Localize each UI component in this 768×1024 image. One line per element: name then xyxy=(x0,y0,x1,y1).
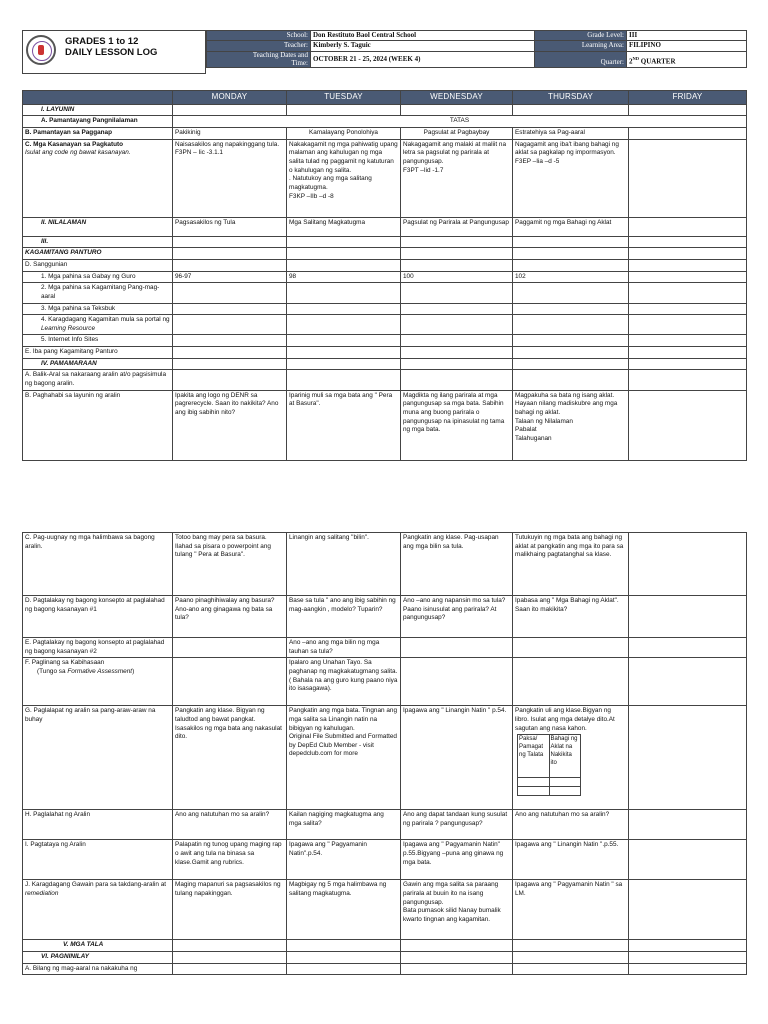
pg-monday: Pakikinig xyxy=(173,128,287,140)
g-thursday xyxy=(513,706,629,810)
g-inner-blank-4 xyxy=(549,787,581,796)
f-monday xyxy=(173,658,287,706)
row-kagamitang xyxy=(23,248,747,260)
title-line-2: DAILY LESSON LOG xyxy=(65,47,158,59)
row-kagamitang-mag xyxy=(23,283,747,303)
label-karagdagang xyxy=(23,315,173,335)
row-c xyxy=(23,533,747,596)
tatas-value: TATAS xyxy=(173,116,747,128)
day-thursday: THURSDAY xyxy=(513,91,629,105)
row-sanggunian xyxy=(23,260,747,272)
lesson-table-1 xyxy=(22,90,747,461)
c-monday: Totoo bang may pera sa basura. Ilahad sa pisara o powerpoint ang tulang " Pera at Basura". xyxy=(173,533,287,596)
label-c: C. Pag-uugnay ng mga halimbawa sa bagong aralin. xyxy=(23,533,173,596)
row-gabay xyxy=(23,271,747,283)
label-tala: V. MGA TALA xyxy=(23,940,173,952)
row-bilang xyxy=(23,963,747,975)
i-thursday: Ipagawa ang " Linangin Natin ".p.55. xyxy=(513,840,629,880)
label-g: G. Paglalapat ng aralin sa pang-araw-araw na buhay xyxy=(23,706,173,810)
dates-value: OCTOBER 21 - 25, 2024 (WEEK 4) xyxy=(311,51,535,67)
label-d: D. Pagtalakay ng bagong konsepto at paglalahad ng bagong kasanayan #1 xyxy=(23,596,173,638)
e-tuesday: Ano –ano ang mga bilin ng mga tauhan sa tula? xyxy=(287,638,401,658)
gabay-wednesday: 100 xyxy=(401,271,513,283)
row-pagninilay xyxy=(23,951,747,963)
day-tuesday: TUESDAY xyxy=(287,91,401,105)
label-kasanayan-2: Isulat ang code ng bawat kasanayan. xyxy=(25,149,131,157)
h-friday xyxy=(629,810,747,840)
label-bilang: A. Bilang ng mag-aaral na nakakuha ng xyxy=(23,963,173,975)
j-wednesday: Gawin ang mga salita sa paraang parirala at buuin ito na isang pangungusap. Bata pumasok silid Nanay bumalik kwarto tingnan ang kagamitan. xyxy=(401,880,513,940)
pg-wednesday: Pagsulat at Pagbaybay xyxy=(401,128,513,140)
d-friday xyxy=(629,596,747,638)
pg-friday xyxy=(629,128,747,140)
pg-tuesday: Kamalayang Ponolohiya xyxy=(287,128,401,140)
h-thursday: Ano ang natutuhan mo sa aralin? xyxy=(513,810,629,840)
j-monday: Maging mapanuri sa pagsasakilos ng tulang napakinggan. xyxy=(173,880,287,940)
g-tuesday: Pangkatin ang mga bata. Tingnan ang mga salita sa Linangin natin na bibigyan ng kahulugan. Original File Submitted and Formatted by DepEd Club Member - visit depedclub.com for more xyxy=(287,706,401,810)
j-friday xyxy=(629,880,747,940)
row-nilalaman xyxy=(23,217,747,236)
label-i: I. Pagtataya ng Aralin xyxy=(23,840,173,880)
pag-tuesday: Iparinig muli sa mga bata ang " Pera at Basura". xyxy=(287,390,401,460)
day-monday: MONDAY xyxy=(173,91,287,105)
title-line-1: GRADES 1 to 12 xyxy=(65,36,139,47)
row-balik xyxy=(23,370,747,390)
label-f-4: ) xyxy=(132,667,135,675)
teacher-value: Kimberly S. Taguic xyxy=(311,41,535,51)
i-tuesday: Ipagawa ang " Pagyamanin Natin".p.54. xyxy=(287,840,401,880)
quarter-value xyxy=(627,51,747,67)
h-tuesday: Kailan nagiging magkatugma ang mga salita? xyxy=(287,810,401,840)
f-wednesday xyxy=(401,658,513,706)
e-thursday xyxy=(513,638,629,658)
row-j xyxy=(23,880,747,940)
day-header-row xyxy=(23,91,747,105)
g-friday xyxy=(629,706,747,810)
row-layunin xyxy=(23,104,747,116)
lesson-table-part-2 xyxy=(22,532,746,975)
kas-friday xyxy=(629,139,747,217)
label-f-1: F. Paglinang sa Kabihasaan xyxy=(25,659,105,667)
g-inner-blank-3 xyxy=(518,787,550,796)
label-paghahabi: B. Paghahabi sa layunin ng aralin xyxy=(23,390,173,460)
label-balik: A. Balik-Aral sa nakaraang aralin at/o pagsisimula ng bagong aralin. xyxy=(23,370,173,390)
deped-seal-icon xyxy=(26,35,56,65)
row-pamantayan-pagganap xyxy=(23,128,747,140)
day-wednesday: WEDNESDAY xyxy=(401,91,513,105)
info-table xyxy=(206,30,747,68)
i-friday xyxy=(629,840,747,880)
g-inner-blank-1 xyxy=(518,778,550,787)
g-inner-col1: Paksa/ Pamagat ng Talata xyxy=(518,735,550,778)
h-wednesday: Ano ang dapat tandaan kung susulat ng parirala ? pangungusap? xyxy=(401,810,513,840)
label-f-2: (Tungo sa xyxy=(37,667,68,675)
row-karagdagang xyxy=(23,315,747,335)
lesson-table-part-1 xyxy=(22,90,746,461)
row-h xyxy=(23,810,747,840)
label-j-1: J. Karagdagang Gawain para sa takdang-aralin at xyxy=(25,881,167,889)
kas-monday: Naisasakilos ang napakinggang tula. F3PN – Iic -3.1.1 xyxy=(173,139,287,217)
g-monday: Pangkatin ang klase. Bigyan ng taludtod ang bawat pangkat. Isasakilos ng mga bata ang nakasulat dito. xyxy=(173,706,287,810)
pag-monday: Ipakita ang logo ng DENR sa pagrerecycle. Saan ito nakikita? Ano ang ibig sabihin nito? xyxy=(173,390,287,460)
label-f xyxy=(23,658,173,706)
pg-thursday: Estratehiya sa Pag-aaral xyxy=(513,128,629,140)
label-pamantayang-pangnilalaman: A. Pamantayang Pangnilalaman xyxy=(23,116,173,128)
label-f-3: Formative Assessment xyxy=(67,667,133,675)
label-h: H. Paglalahat ng Aralin xyxy=(23,810,173,840)
row-tala xyxy=(23,940,747,952)
f-tuesday: Ipalaro ang Unahan Tayo. Sa paghanap ng magkakatugmang salita.( Bahala na ang guro kung paano niya ito isasagawa). xyxy=(287,658,401,706)
g-inner-blank-2 xyxy=(549,778,581,787)
label-kasanayan xyxy=(23,139,173,217)
g-inner-col2: Bahagi ng Aklat na Nakikita ito xyxy=(549,735,581,778)
label-j-2: remediation xyxy=(25,889,59,897)
c-wednesday: Pangkatin ang klase. Pag-usapan ang mga bilin sa tula. xyxy=(401,533,513,596)
label-internet: 5. Internet Info Sites xyxy=(23,335,173,347)
c-tuesday: Linangin ang salitang "bilin". xyxy=(287,533,401,596)
row-d xyxy=(23,596,747,638)
school-value: Don Restituto Baol Central School xyxy=(311,31,535,41)
row-i xyxy=(23,840,747,880)
area-label: Learning Area: xyxy=(535,41,627,51)
h-monday: Ano ang natutuhan mo sa aralin? xyxy=(173,810,287,840)
f-thursday xyxy=(513,658,629,706)
kas-wednesday: Nakagagamit ang malaki at maliit na letra sa pagsulat ng parirala at pangungusap. F3PT –Iid -1.7 xyxy=(401,139,513,217)
dates-label-1: Teaching Dates and xyxy=(252,51,308,59)
teacher-label: Teacher: xyxy=(207,41,311,51)
document-title xyxy=(65,36,157,59)
kas-thursday: Nagagamit ang iba't ibang bahagi ng aklat sa pagkalap ng impormasyon. F3EP –Iia –d -5 xyxy=(513,139,629,217)
d-tuesday: Base sa tula " ano ang ibig sabihin ng mag-aangkin , modelo? Tuparin? xyxy=(287,596,401,638)
row-g xyxy=(23,706,747,810)
label-karagdagang-2: Learning Resource xyxy=(41,324,95,332)
row-iba xyxy=(23,347,747,359)
nil-tuesday: Mga Salitang Magkatugma xyxy=(287,217,401,236)
title-box xyxy=(22,30,206,74)
label-kagamitang: KAGAMITANG PANTURO xyxy=(23,248,173,260)
pag-thursday: Magpakuha sa bata ng isang aklat. Hayaan nilang madiskubre ang mga bahagi ng aklat. Talaan ng Nilalaman Pabalat Talahuganan xyxy=(513,390,629,460)
gabay-thursday: 102 xyxy=(513,271,629,283)
label-layunin: I. LAYUNIN xyxy=(23,104,173,116)
quarter-word: QUARTER xyxy=(639,57,676,66)
row-teksbuk xyxy=(23,303,747,315)
c-friday xyxy=(629,533,747,596)
g-thursday-text: Pangkatin uli ang klase.Bigyan ng libro. Isulat ang mga detalye dito.At sagutan ang nasa kahon. xyxy=(515,707,615,732)
row-f xyxy=(23,658,747,706)
row-pamamaraan xyxy=(23,358,747,370)
j-thursday: Ipagawa ang " Pagyamanin Natin " sa LM. xyxy=(513,880,629,940)
quarter-sup: ND xyxy=(632,56,639,62)
pag-friday xyxy=(629,390,747,460)
label-gabay: 1. Mga pahina sa Gabay ng Guro xyxy=(23,271,173,283)
day-header-blank xyxy=(23,91,173,105)
row-e xyxy=(23,638,747,658)
quarter-label: Quarter: xyxy=(535,51,627,67)
g-inner-table xyxy=(517,734,581,796)
e-wednesday xyxy=(401,638,513,658)
g-wednesday: Ipagawa ang " Linangin Natin " p.54. xyxy=(401,706,513,810)
row-paghahabi xyxy=(23,390,747,460)
label-iba: E. Iba pang Kagamitang Panturo xyxy=(23,347,173,359)
label-pamantayan-pagganap: B. Pamantayan sa Pagganap xyxy=(23,128,173,140)
lesson-table-2 xyxy=(22,532,747,975)
dates-label-2: Time: xyxy=(291,58,308,67)
nil-friday xyxy=(629,217,747,236)
label-f-2-wrap xyxy=(25,668,170,677)
gabay-tuesday: 98 xyxy=(287,271,401,283)
e-friday xyxy=(629,638,747,658)
j-tuesday: Magbigay ng 5 mga halimbawa ng salitang magkatugma. xyxy=(287,880,401,940)
row-kasanayan xyxy=(23,139,747,217)
lesson-log-header xyxy=(22,30,746,74)
row-pamantayang-pangnilalaman xyxy=(23,116,747,128)
day-friday: FRIDAY xyxy=(629,91,747,105)
d-wednesday: Ano –ano ang napansin mo sa tula? Paano isinusulat ang parirala? At pangungusap? xyxy=(401,596,513,638)
i-wednesday: Ipagawa ang " Pagyamanin Natin" p.55.Bigyang –puna ang ginawa ng mga bata. xyxy=(401,840,513,880)
label-kasanayan-1: C. Mga Kasanayan sa Pagkatuto xyxy=(25,140,124,148)
label-kagamitang-mag: 2. Mga pahina sa Kagamitang Pang-mag-aaral xyxy=(23,283,173,303)
area-value: FILIPINO xyxy=(627,41,747,51)
gabay-friday xyxy=(629,271,747,283)
label-pagninilay: VI. PAGNINILAY xyxy=(23,951,173,963)
i-monday: Palapatin ng tunog upang maging rap o awit ang tula na binasa sa klase.Gamit ang rubrics. xyxy=(173,840,287,880)
d-monday: Paano pinaghihiwalay ang basura? Ano-ano ang ginagawa ng bata sa tula? xyxy=(173,596,287,638)
kas-tuesday: Nakakagamit ng mga pahiwatig upang malaman ang kahulugan ng mga salita tulad ng paggamit ng katuturan o kahulugan ng salita. . Natutukoy ang mga salitang magkatugma. F3KP –IIb –d -8 xyxy=(287,139,401,217)
nil-thursday: Paggamit ng mga Bahagi ng Aklat xyxy=(513,217,629,236)
d-thursday: Ipabasa ang " Mga Bahagi ng Aklat". Saan ito makikita? xyxy=(513,596,629,638)
c-thursday: Tutukuyin ng mga bata ang bahagi ng aklat at pangkatin ang mga ito para sa malikhaing pagtatanghal sa klase. xyxy=(513,533,629,596)
quarter-num: 2 xyxy=(629,57,633,66)
e-monday xyxy=(173,638,287,658)
pag-wednesday: Magdikta ng ilang parirala at mga pangungusap sa mga bata. Sabihin muna ang buong parirala o pangungusap na ipinasulat ng tama ng mga bata. xyxy=(401,390,513,460)
label-sanggunian: D. Sanggunian xyxy=(23,260,173,272)
grade-label: Grade Level: xyxy=(535,31,627,41)
label-e: E. Pagtalakay ng bagong konsepto at paglalahad ng bagong kasanayan #2 xyxy=(23,638,173,658)
label-j xyxy=(23,880,173,940)
school-label: School: xyxy=(207,31,311,41)
nil-monday: Pagsasakilos ng Tula xyxy=(173,217,287,236)
f-friday xyxy=(629,658,747,706)
label-teksbuk: 3. Mga pahina sa Teksbuk xyxy=(23,303,173,315)
row-iii xyxy=(23,236,747,248)
label-karagdagang-1: 4. Karagdagang Kagamitan mula sa portal ng xyxy=(41,316,170,324)
grade-value: III xyxy=(627,31,747,41)
label-nilalaman: II. NILALAMAN xyxy=(23,217,173,236)
dates-label xyxy=(207,51,311,67)
gabay-monday: 96-97 xyxy=(173,271,287,283)
row-internet xyxy=(23,335,747,347)
label-iii: III. xyxy=(23,236,173,248)
nil-wednesday: Pagsulat ng Parirala at Pangungusap xyxy=(401,217,513,236)
label-pamamaraan: IV. PAMAMARAAN xyxy=(23,358,173,370)
